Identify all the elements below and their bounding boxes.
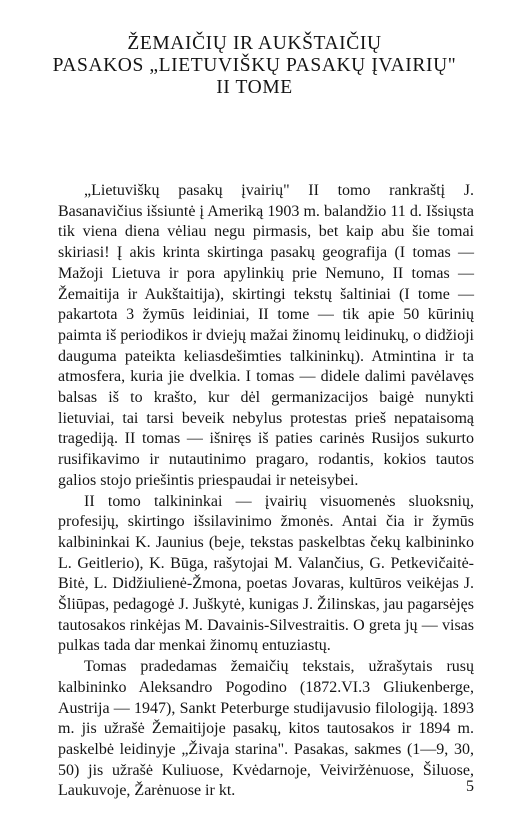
chapter-title-line-2: PASAKOS „LIETUVIŠKŲ PASAKŲ ĮVAIRIŲ" (52, 55, 457, 76)
paragraph-1: „Lietuviškų pasakų įvairių" II tomo rankraštį J. Basanavičius išsiuntė į Ameriką 1903 m. balandžio 11 d. Išsiųsta tik viena diena vėliau negu pirmasis, bet kaip abu šie tomai skiriasi! Į akis krinta skirtinga pasakų geografija (I tomas — Mažoji Lietuva ir pora apylinkių prie Nemuno, II tomas — Žemaitija ir Aukštaitija), skirtingi tekstų šaltiniai (I tome — pakartota 3 žymūs leidiniai, II tome — tik apie 50 kūrinių paimta iš periodikos ir dviejų mažai žinomų leidinukų, o didžioji dauguma pateikta keliasdešimties talkininkų). Atmintina ir ta atmosfera, kuria jie dvelkia. I tomas — didele dalimi pavėlavęs balsas iš to krašto, kur dėl germanizacijos baigė nunykti lietuviai, tai tarsi beveik nebylus protestas prieš nepataisomą tragediją. II tomas — išniręs iš paties carinės Rusijos sukurto rusifikavimo ir nutautinimo pragaro, rodantis, kokios tautos galios stojo priešintis priespaudai ir neteisybei. (58, 182, 474, 489)
paragraph-2: II tomo talkininkai — įvairių visuomenės sluoksnių, profesijų, skirtingo išsilavinimo žmonės. Antai čia ir žymūs kalbininkai K. Jaunius (beje, tekstas paskelbtas čekų kalbininko L. Geitlerio), K. Būga, rašytojai M. Valančius, G. Petkevičaitė-Bitė, L. Didžiulienė-Žmona, poetas Jovaras, kultūros veikėjas J. Šliūpas, pedagogė J. Juškytė, kunigas J. Žilinskas, jau pagarsėjęs tautosakos rinkėjas M. Davainis-Silvestraitis. O greta jų — visas pulkas tada dar menkai žinomų entuziastų. (58, 492, 474, 655)
page-number: 5 (466, 778, 474, 795)
chapter-title-line-1: ŽEMAIČIŲ IR AUKŠTAIČIŲ (127, 33, 382, 54)
paragraph-3: Tomas pradedamas žemaičių tekstais, užrašytais rusų kalbininko Aleksandro Pogodino (1872.VI.3 Gliukenberge, Austrija — 1947), Sankt Peterburge studijavusio filologiją. 1893 m. jis užrašė Žemaitijoje pasakų, kitos tautosakos ir 1894 m. paskelbė leidinyje „Živaja starina". Pasakas, sakmes (1—9, 30, 50) jis užrašė Kuliuose, Kvėdarnoje, Veiviržėnuose, Šiluose, Laukuvoje, Žarėnuose ir kt. (58, 658, 474, 800)
chapter-title-line-3: II TOME (216, 77, 293, 98)
chapter-title (20, 33, 489, 99)
body-text (58, 181, 474, 802)
